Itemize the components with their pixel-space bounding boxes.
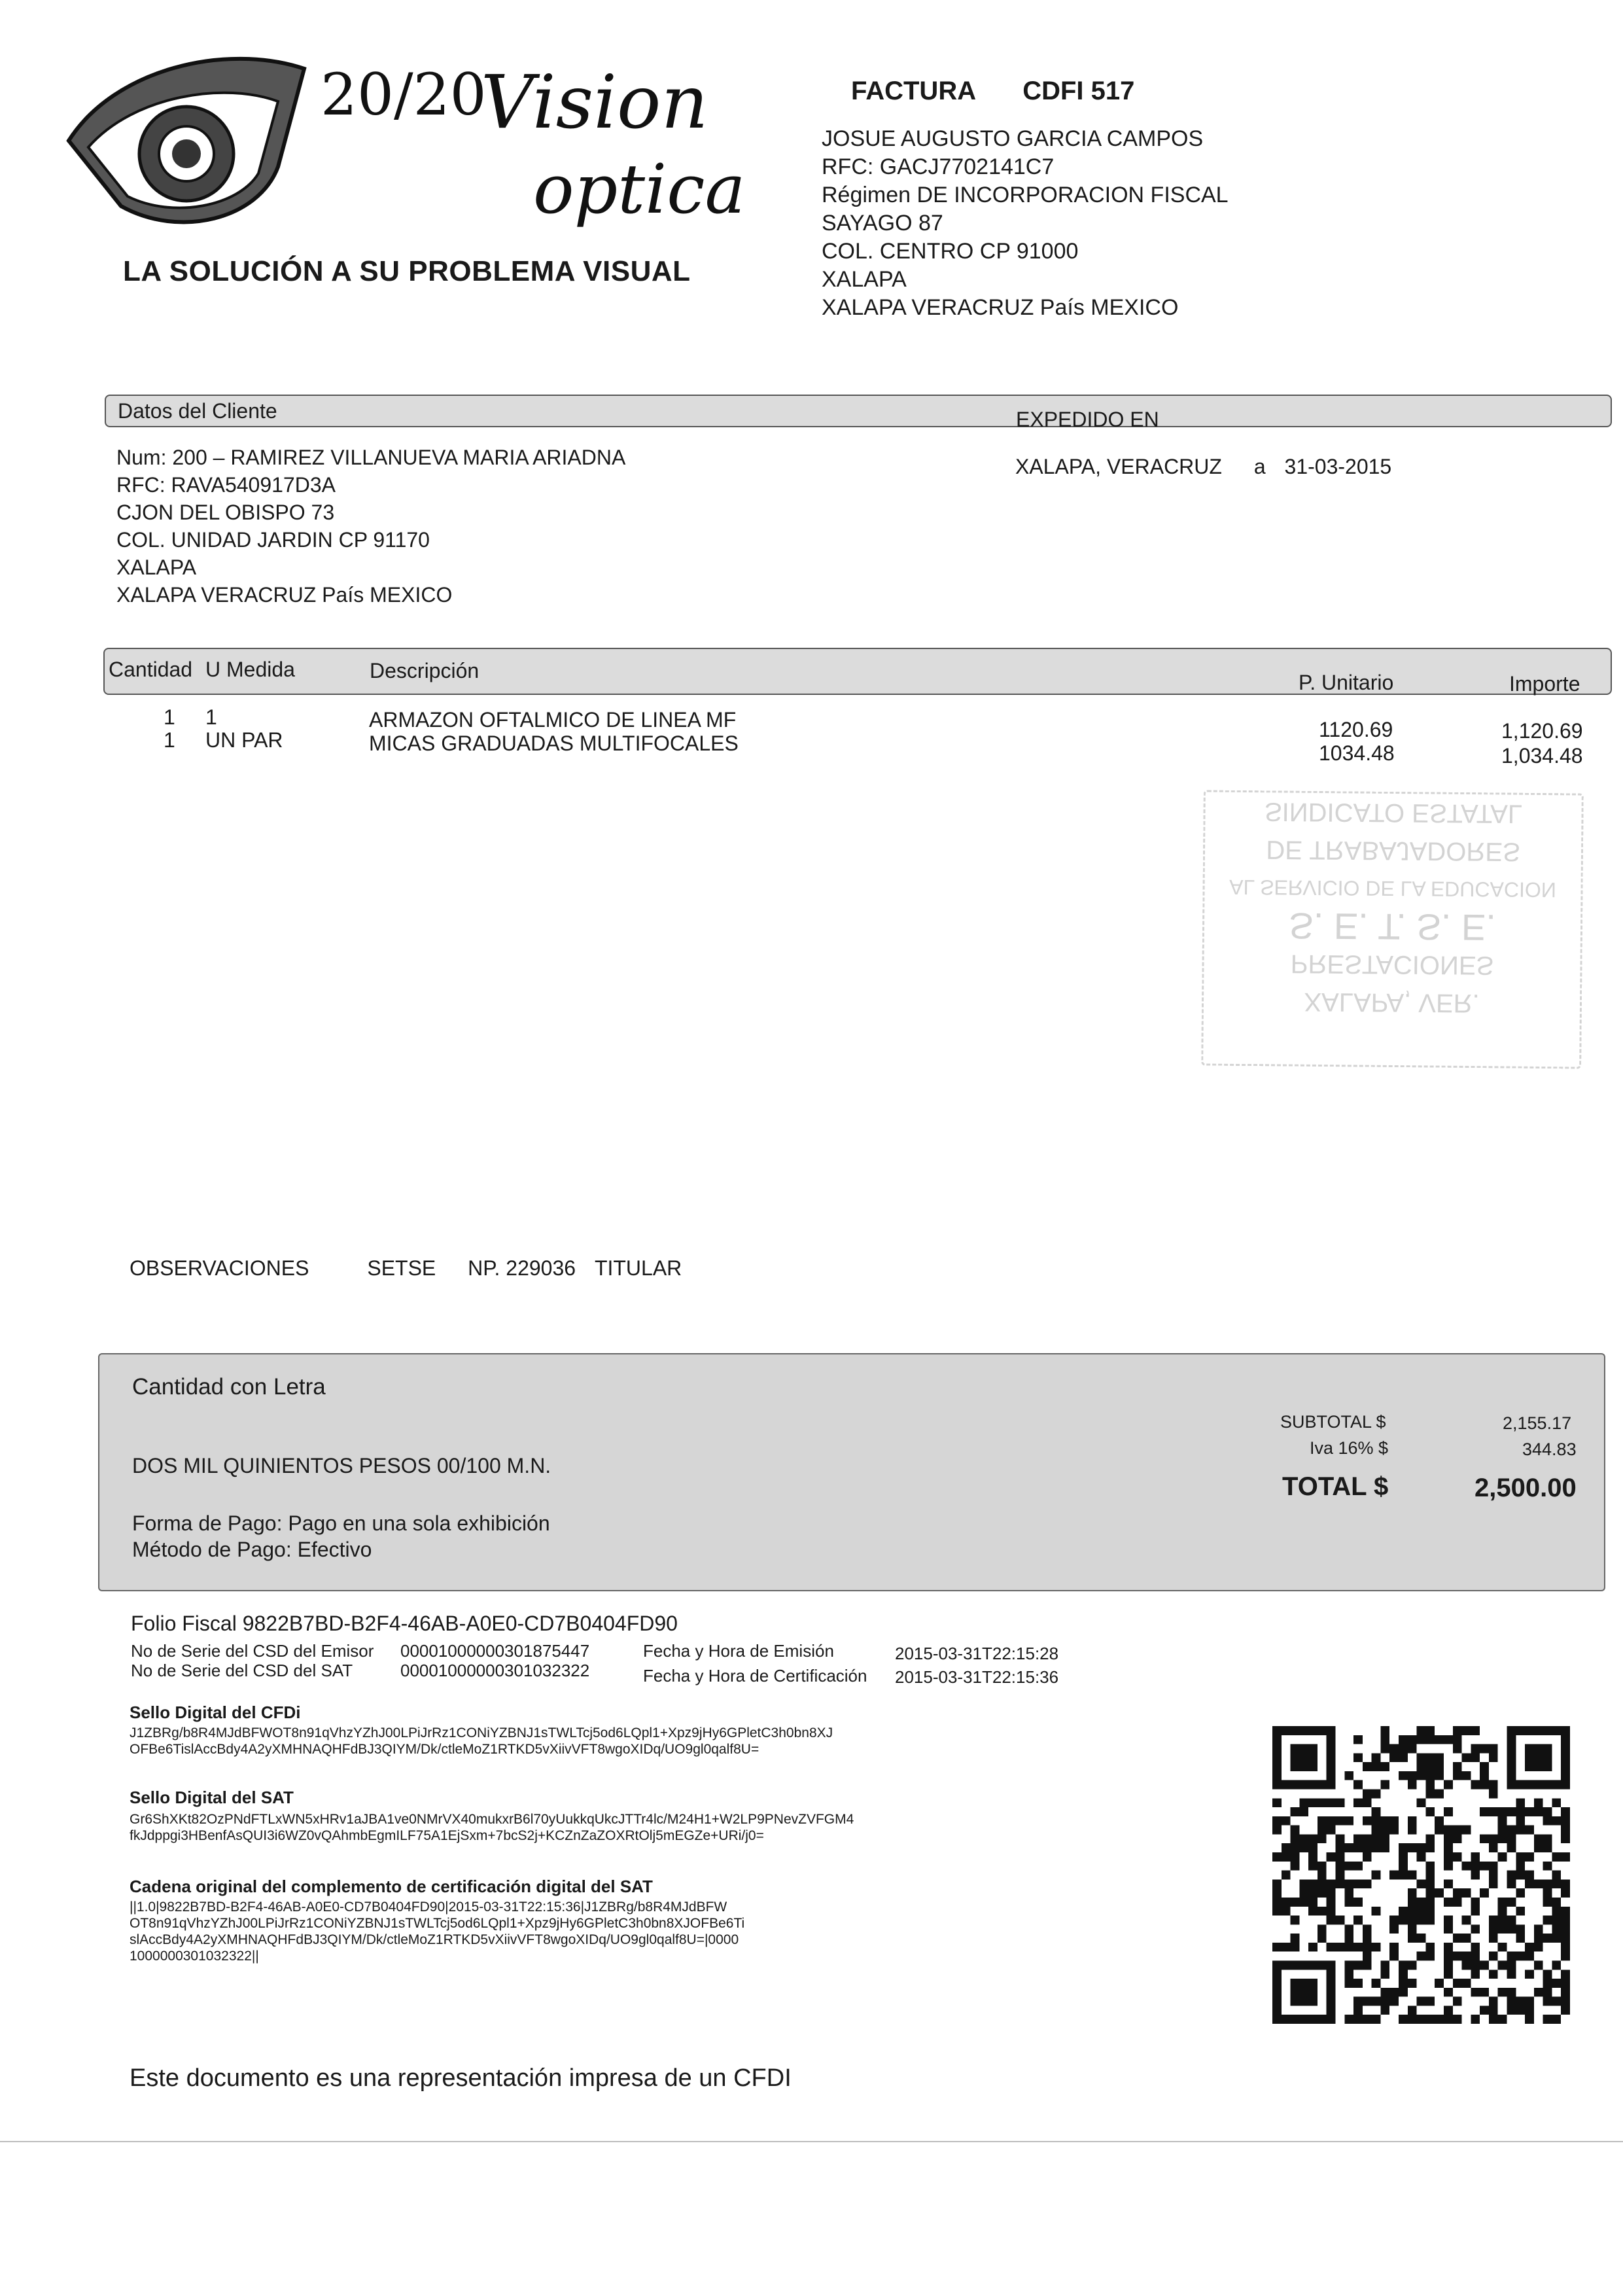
client-line: XALAPA VERACRUZ País MEXICO <box>116 583 453 607</box>
subtotal-label: SUBTOTAL $ <box>1280 1412 1386 1432</box>
issuer-rfc: RFC: GACJ7702141C7 <box>822 154 1055 179</box>
slogan: LA SOLUCIÓN A SU PROBLEMA VISUAL <box>123 255 691 287</box>
stamp-line: SINDICATO ESTATAL <box>1264 797 1523 828</box>
issuer-city: XALAPA <box>822 267 907 292</box>
invoice-label: FACTURA <box>851 77 977 105</box>
stamp-line: AL SERVICIO DE LA EDUCACION <box>1229 875 1557 902</box>
issuer-name: JOSUE AUGUSTO GARCIA CAMPOS <box>822 126 1204 151</box>
stamp-line: S. E. T. S. E. <box>1289 905 1497 949</box>
sello-cfdi-line: OFBe6TislAccBdy4A2yXMHNAQHFdBJ3QIYM/Dk/ctleMoZ1RTKD5vXiivVFT8wgoXIDq/UO9gl0qalf8U= <box>130 1742 759 1757</box>
qr-code <box>1272 1726 1570 2024</box>
metodo-pago: Método de Pago: Efectivo <box>132 1538 372 1561</box>
issuer-regimen: Régimen DE INCORPORACION FISCAL <box>822 183 1229 207</box>
invoice-title <box>851 77 1229 105</box>
cantidad-letra: DOS MIL QUINIENTOS PESOS 00/100 M.N. <box>132 1454 551 1477</box>
cadena-line: OT8n91qVhzYZhJ00LPiJrRz1CONiYZBNJ1sTWLTcj5od6LQpl1+Xpz9jHy6GPletC3h0bn8XJOFBe6Ti <box>130 1916 745 1931</box>
observaciones-v2: NP. 229036 <box>468 1256 576 1280</box>
client-line: RFC: RAVA540917D3A <box>116 473 336 497</box>
expedido-info <box>1015 455 1391 479</box>
cadena-line: 1000000301032322|| <box>130 1949 259 1964</box>
emision-value: 2015-03-31T22:15:28 <box>895 1644 1059 1663</box>
cadena-line: ||1.0|9822B7BD-B2F4-46AB-A0E0-CD7B0404FD90|2015-03-31T22:15:36|J1ZBRg/b8R4MJdBFW <box>130 1899 727 1915</box>
stamp-line: PRESTACIONES <box>1290 949 1494 980</box>
cantidad-letra-label: Cantidad con Letra <box>132 1374 326 1400</box>
emision-label: Fecha y Hora de Emisión <box>643 1641 834 1661</box>
logo-optica-text: optica <box>533 149 746 229</box>
eye-logo-icon <box>69 59 304 222</box>
cadena-label: Cadena original del complemento de certificación digital del SAT <box>130 1877 653 1896</box>
expedido-place: XALAPA, VERACRUZ <box>1015 455 1222 478</box>
col-umedida: U Medida <box>205 658 295 681</box>
client-line: XALAPA <box>116 556 197 579</box>
issuer-colonia: COL. CENTRO CP 91000 <box>822 239 1079 264</box>
client-line: CJON DEL OBISPO 73 <box>116 501 335 524</box>
company-logo <box>62 36 769 252</box>
col-punitario: P. Unitario <box>1299 671 1394 694</box>
item-cantidad: 1 <box>164 728 175 752</box>
cadena-line: slAccBdy4A2yXMHNAQHFdBJ3QIYM/Dk/ctleMoZ1RTKD5vXiivVFT8wgoXIDq/UO9gl0qalf8U=|0000 <box>130 1932 739 1947</box>
client-details <box>116 444 625 609</box>
expedido-a: a <box>1253 455 1266 478</box>
sello-sat-line: fkJdppgi3HBenfAsQUI3i6WZ0vQAhmbEgmILF75A1EjSxm+7bcS2j+KCZnZaZOXRtOlj5mEGZe+URi/j0= <box>130 1828 764 1843</box>
certificacion-label: Fecha y Hora de Certificación <box>643 1666 867 1686</box>
item-importe: 1,120.69 <box>1501 719 1583 743</box>
sello-sat <box>130 1811 854 1844</box>
subtotal-value: 2,155.17 <box>1503 1413 1572 1433</box>
serie-sat-label: No de Serie del CSD del SAT <box>131 1661 353 1680</box>
item-punitario: 1120.69 <box>1319 718 1393 741</box>
client-line: COL. UNIDAD JARDIN CP 91170 <box>116 528 430 552</box>
item-umedida: UN PAR <box>205 728 283 752</box>
client-header-bar <box>105 395 1612 427</box>
item-cantidad: 1 <box>164 705 175 729</box>
sello-cfdi-line: J1ZBRg/b8R4MJdBFWOT8n91qVhzYZhJ00LPiJrRz1CONiYZBNJ1sTWLTcj5od6LQpl1+Xpz9jHy6GPletC3h0bn8XJ <box>130 1725 833 1740</box>
col-importe: Importe <box>1509 672 1580 696</box>
sello-sat-label: Sello Digital del SAT <box>130 1788 294 1807</box>
serie-emisor-label: No de Serie del CSD del Emisor <box>131 1641 374 1661</box>
totals-box <box>98 1353 1605 1591</box>
iva-value: 344.83 <box>1522 1439 1577 1459</box>
expedido-date: 31-03-2015 <box>1284 455 1392 478</box>
total-value: 2,500.00 <box>1475 1474 1577 1502</box>
col-descripcion: Descripción <box>370 659 480 682</box>
observaciones-v1: SETSE <box>367 1256 436 1280</box>
sello-cfdi <box>130 1725 833 1757</box>
observaciones-label: OBSERVACIONES <box>130 1256 309 1280</box>
serie-sat: 00001000000301032322 <box>400 1661 590 1680</box>
issuer-street: SAYAGO 87 <box>822 211 943 236</box>
item-umedida: 1 <box>205 705 217 729</box>
item-punitario: 1034.48 <box>1319 741 1395 765</box>
observaciones-v3: TITULAR <box>594 1256 682 1280</box>
expedido-label: EXPEDIDO EN <box>1016 408 1159 431</box>
observaciones <box>130 1256 682 1280</box>
col-cantidad: Cantidad <box>109 658 193 681</box>
invoice-number: CDFI 517 <box>1022 77 1135 105</box>
client-header-label: Datos del Cliente <box>118 399 277 423</box>
footer-note: Este documento es una representación impresa de un CFDI <box>130 2064 792 2092</box>
certificacion-value: 2015-03-31T22:15:36 <box>895 1667 1059 1687</box>
stamp-line: XALAPA, VER. <box>1304 987 1480 1018</box>
logo-2020-text: 20/20 <box>321 61 487 128</box>
client-line: Num: 200 – RAMIREZ VILLANUEVA MARIA ARIADNA <box>116 446 626 469</box>
folio-fiscal: Folio Fiscal 9822B7BD-B2F4-46AB-A0E0-CD7B0404FD90 <box>131 1612 678 1635</box>
issuer-block <box>822 77 1229 322</box>
issuer-state-line: XALAPA VERACRUZ País MEXICO <box>822 295 1179 320</box>
logo-vision-text: Vision <box>481 60 708 145</box>
sello-sat-line: Gr6ShXKt82OzPNdFTLxWN5xHRv1aJBA1ve0NMrVX40mukxrB6l70yUukkqUkcJTTr4lc/M24H1+W2LP9PNevZVFGM4 <box>130 1812 854 1827</box>
item-descripcion: MICAS GRADUADAS MULTIFOCALES <box>369 732 739 755</box>
faded-stamp <box>1201 790 1584 1069</box>
sello-cfdi-label: Sello Digital del CFDi <box>130 1703 301 1722</box>
bottom-divider <box>0 2141 1623 2142</box>
serie-emisor: 00001000000301875447 <box>400 1641 590 1661</box>
stamp-line: DE TRABAJADORES <box>1266 835 1520 866</box>
item-descripcion: ARMAZON OFTALMICO DE LINEA MF <box>369 708 737 732</box>
total-label: TOTAL $ <box>1282 1472 1389 1501</box>
iva-label: Iva 16% $ <box>1310 1438 1389 1458</box>
forma-pago: Forma de Pago: Pago en una sola exhibición <box>132 1511 550 1535</box>
item-importe: 1,034.48 <box>1501 744 1583 768</box>
cadena-original <box>130 1899 744 1964</box>
